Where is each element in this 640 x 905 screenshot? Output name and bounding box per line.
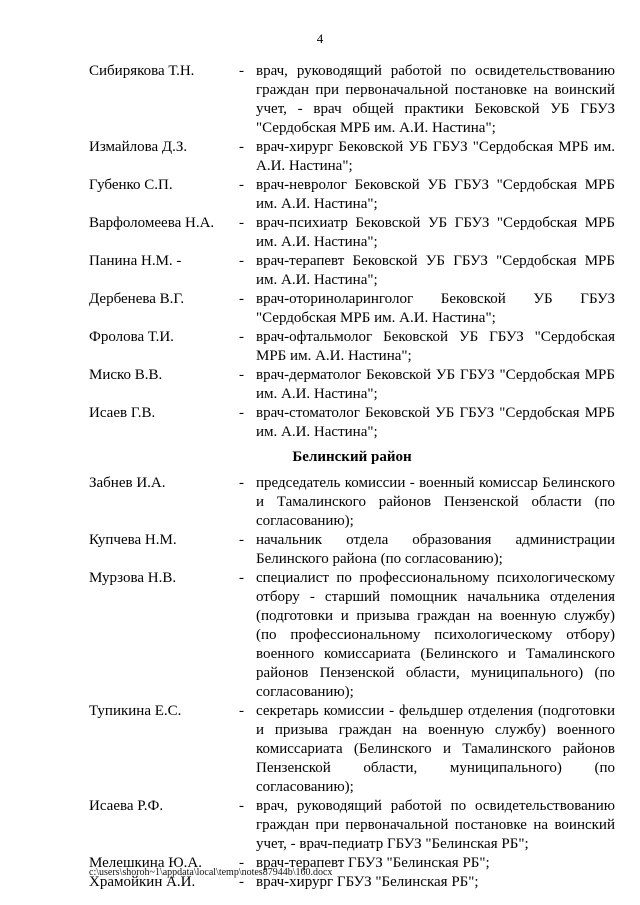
member-role: председатель комиссии - военный комиссар Белинского и Тамалинского районов Пензенской области (по согласованию); bbox=[256, 475, 615, 529]
member-name: Губенко С.П. bbox=[89, 177, 173, 193]
member-name: Мурзова Н.В. bbox=[89, 570, 177, 586]
member-entry bbox=[89, 474, 615, 531]
member-role: врач-терапевт ГБУЗ "Белинская РБ"; bbox=[256, 855, 490, 871]
member-entry bbox=[89, 328, 615, 366]
commission-list-bekovsky bbox=[89, 62, 615, 442]
member-entry bbox=[89, 138, 615, 176]
member-role: врач-психиатр Бековской УБ ГБУЗ "Сердобская МРБ им. А.И. Настина"; bbox=[256, 215, 615, 250]
dash-separator: - bbox=[239, 215, 244, 231]
dash-separator: - bbox=[239, 177, 244, 193]
dash-separator: - bbox=[239, 703, 244, 719]
dash-separator: - bbox=[239, 570, 244, 586]
dash-separator: - bbox=[239, 855, 244, 871]
member-role: специалист по профессиональному психологическому отбору - старший помощник начальника отделения (подготовки и призыва граждан на военную службу) (по профессиональному психологическому отбору) военного комиссариата (Белинского и Тамалинского районов Пензенской области, муниципального) (по согласованию); bbox=[256, 570, 615, 700]
member-role: врач-хирург ГБУЗ "Белинская РБ"; bbox=[256, 874, 479, 890]
member-name: Забнев И.А. bbox=[89, 475, 166, 491]
member-role: врач-невролог Бековской УБ ГБУЗ "Сердобская МРБ им. А.И. Настина"; bbox=[256, 177, 615, 212]
document-body bbox=[89, 62, 615, 892]
dash-separator: - bbox=[239, 63, 244, 79]
member-name: Сибирякова Т.Н. bbox=[89, 63, 195, 79]
section-title: Белинский район bbox=[292, 449, 412, 465]
member-entry bbox=[89, 176, 615, 214]
member-role: врач-офтальмолог Бековской УБ ГБУЗ "Сердобская МРБ им. А.И. Настина"; bbox=[256, 329, 615, 364]
member-role: врач-дерматолог Бековской УБ ГБУЗ "Сердобская МРБ им. А.И. Настина"; bbox=[256, 367, 615, 402]
member-name: Мелешкина Ю.А. bbox=[89, 855, 202, 871]
member-entry bbox=[89, 62, 615, 138]
member-name: Храмойкин А.И. bbox=[89, 874, 196, 890]
member-name: Панина Н.М. - bbox=[89, 253, 182, 269]
member-entry bbox=[89, 702, 615, 797]
member-name: Фролова Т.И. bbox=[89, 329, 174, 345]
file-path-footer: c:\users\shoroh~1\appdata\local\temp\notes87944b\160.docx bbox=[89, 867, 333, 878]
member-entry bbox=[89, 252, 615, 290]
member-entry bbox=[89, 569, 615, 702]
member-entry bbox=[89, 366, 615, 404]
member-role: врач-терапевт Бековской УБ ГБУЗ "Сердобская МРБ им. А.И. Настина"; bbox=[256, 253, 615, 288]
dash-separator: - bbox=[239, 253, 244, 269]
member-entry bbox=[89, 214, 615, 252]
member-name: Тупикина Е.С. bbox=[89, 703, 182, 719]
member-role: врач-стоматолог Бековской УБ ГБУЗ "Сердобская МРБ им. А.И. Настина"; bbox=[256, 405, 615, 440]
dash-separator: - bbox=[239, 139, 244, 155]
member-name: Миско В.В. bbox=[89, 367, 163, 383]
member-role: секретарь комиссии - фельдшер отделения (подготовки и призыва граждан на военную службу) военного комиссариата (Белинского и Тамалинского районов Пензенской области, муниципального) (по согласованию); bbox=[256, 703, 615, 795]
dash-separator: - bbox=[239, 329, 244, 345]
member-name: Исаев Г.В. bbox=[89, 405, 156, 421]
dash-separator: - bbox=[239, 532, 244, 548]
dash-separator: - bbox=[239, 367, 244, 383]
dash-separator: - bbox=[239, 291, 244, 307]
dash-separator: - bbox=[239, 405, 244, 421]
member-name: Купчева Н.М. bbox=[89, 532, 177, 548]
page-number: 4 bbox=[316, 31, 324, 46]
member-entry bbox=[89, 404, 615, 442]
member-role: врач-хирург Бековской УБ ГБУЗ "Сердобская МРБ им. А.И. Настина"; bbox=[256, 139, 615, 174]
member-role: врач, руководящий работой по освидетельствованию граждан при первоначальной постановке на воинский учет, - врач-педиатр ГБУЗ "Белинская РБ"; bbox=[256, 798, 615, 852]
member-name: Дербенева В.Г. bbox=[89, 291, 185, 307]
member-entry bbox=[89, 290, 615, 328]
member-entry bbox=[89, 531, 615, 569]
member-role: врач, руководящий работой по освидетельствованию граждан при первоначальной постановке на воинский учет, - врач общей практики Бековской УБ ГБУЗ "Сердобская МРБ им. А.И. Настина"; bbox=[256, 63, 615, 136]
dash-separator: - bbox=[239, 798, 244, 814]
dash-separator: - bbox=[239, 475, 244, 491]
member-name: Исаева Р.Ф. bbox=[89, 798, 164, 814]
dash-separator: - bbox=[239, 874, 244, 890]
commission-list-belinsky bbox=[89, 474, 615, 892]
member-role: начальник отдела образования администрации Белинского района (по согласованию); bbox=[256, 532, 615, 567]
member-entry bbox=[89, 797, 615, 854]
member-name: Измайлова Д.З. bbox=[89, 139, 188, 155]
member-name: Варфоломеева Н.А. bbox=[89, 215, 215, 231]
member-role: врач-оториноларинголог Бековской УБ ГБУЗ "Сердобская МРБ им. А.И. Настина"; bbox=[256, 291, 615, 326]
